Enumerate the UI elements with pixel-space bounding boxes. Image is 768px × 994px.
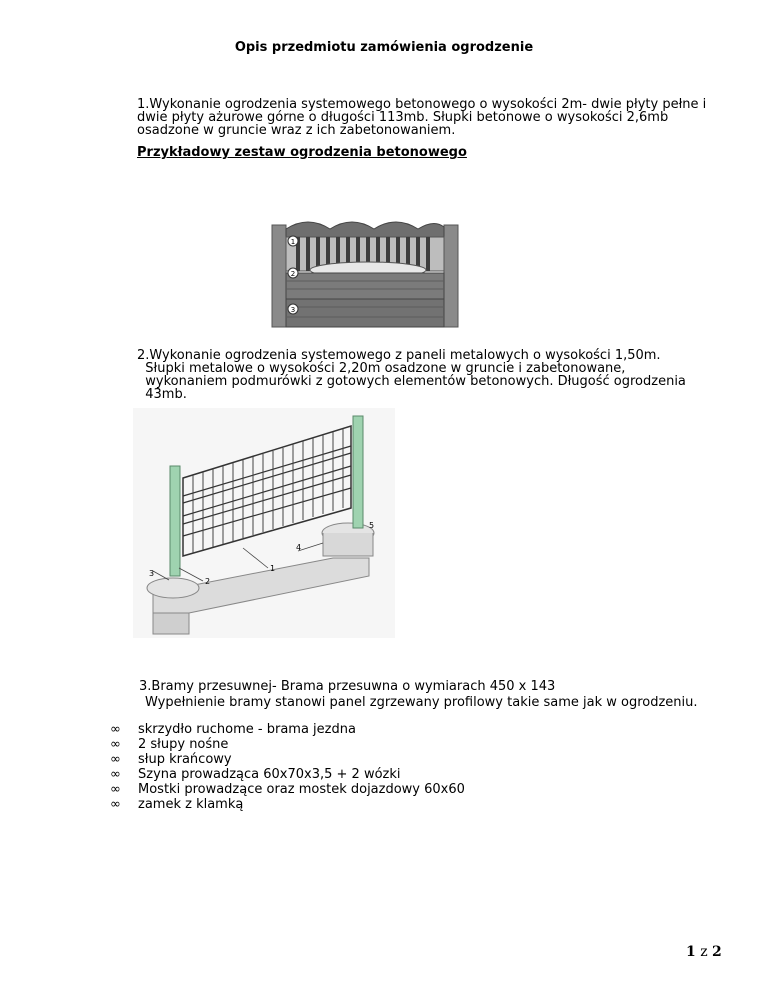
list-item	[110, 797, 465, 812]
bullet-icon: ∞	[110, 737, 121, 752]
fig2-label: 5	[369, 521, 375, 530]
list-item-text: Szyna prowadząca 60x70x3,5 + 2 wózki	[138, 767, 401, 782]
document-title: Opis przedmiotu zamówienia ogrodzenie	[234, 40, 534, 55]
item-2-line: Słupki metalowe o wysokości 2,20m osadzone w gruncie i zabetonowane,	[137, 361, 626, 376]
list-item	[110, 752, 465, 767]
item-1-line: dwie płyty ażurowe górne o długości 113mb. Słupki betonowe o wysokości 2,6mb	[137, 110, 669, 125]
list-item-text: Mostki prowadzące oraz mostek dojazdowy 60x60	[138, 782, 465, 797]
item-2-line: 43mb.	[137, 387, 187, 402]
fig1-label: 2	[290, 270, 296, 278]
item-2-line: 2.Wykonanie ogrodzenia systemowego z paneli metalowych o wysokości 1,50m.	[137, 348, 661, 363]
list-item	[110, 722, 465, 737]
item-1-paragraph	[137, 98, 707, 137]
page-number	[686, 944, 722, 960]
fig1-label: 3	[290, 306, 296, 314]
bullet-icon: ∞	[110, 752, 121, 767]
page-separator: z	[700, 944, 708, 960]
item-1-line: osadzone w gruncie wraz z ich zabetonowaniem.	[137, 123, 456, 138]
list-item	[110, 737, 465, 752]
list-item	[110, 767, 465, 782]
item-2-paragraph	[137, 349, 707, 401]
bullet-icon: ∞	[110, 722, 121, 737]
item-2-line: wykonaniem podmurówki z gotowych elementów betonowych. Długość ogrodzenia	[137, 374, 686, 389]
fig2-label: 3	[149, 569, 155, 578]
item-3-line: 3.Bramy przesuwnej- Brama przesuwna o wymiarach 450 x 143	[139, 679, 556, 694]
bullet-icon: ∞	[110, 797, 121, 812]
page-total: 2	[712, 944, 722, 960]
bullet-icon: ∞	[110, 782, 121, 797]
fig2-label: 4	[296, 543, 302, 552]
gate-components-list	[110, 722, 465, 812]
list-item-text: skrzydło ruchome - brama jezdna	[138, 722, 356, 737]
fig1-label: 1	[290, 238, 296, 246]
item-3-line: Wypełnienie bramy stanowi panel zgrzewany profilowy takie same jak w ogrodzeniu.	[145, 695, 698, 710]
list-item-text: zamek z klamką	[138, 797, 244, 812]
page-current: 1	[686, 944, 696, 960]
fig2-label: 2	[205, 577, 211, 586]
concrete-fence-illustration	[268, 213, 462, 329]
list-item-text: 2 słupy nośne	[138, 737, 229, 752]
item-1-line: 1.Wykonanie ogrodzenia systemowego betonowego o wysokości 2m- dwie płyty pełne i	[137, 97, 707, 112]
fig2-label: 1	[270, 564, 276, 573]
list-item	[110, 782, 465, 797]
metal-fence-illustration	[133, 408, 395, 638]
example-set-heading: Przykładowy zestaw ogrodzenia betonowego	[137, 145, 467, 160]
bullet-icon: ∞	[110, 767, 121, 782]
list-item-text: słup krańcowy	[138, 752, 232, 767]
